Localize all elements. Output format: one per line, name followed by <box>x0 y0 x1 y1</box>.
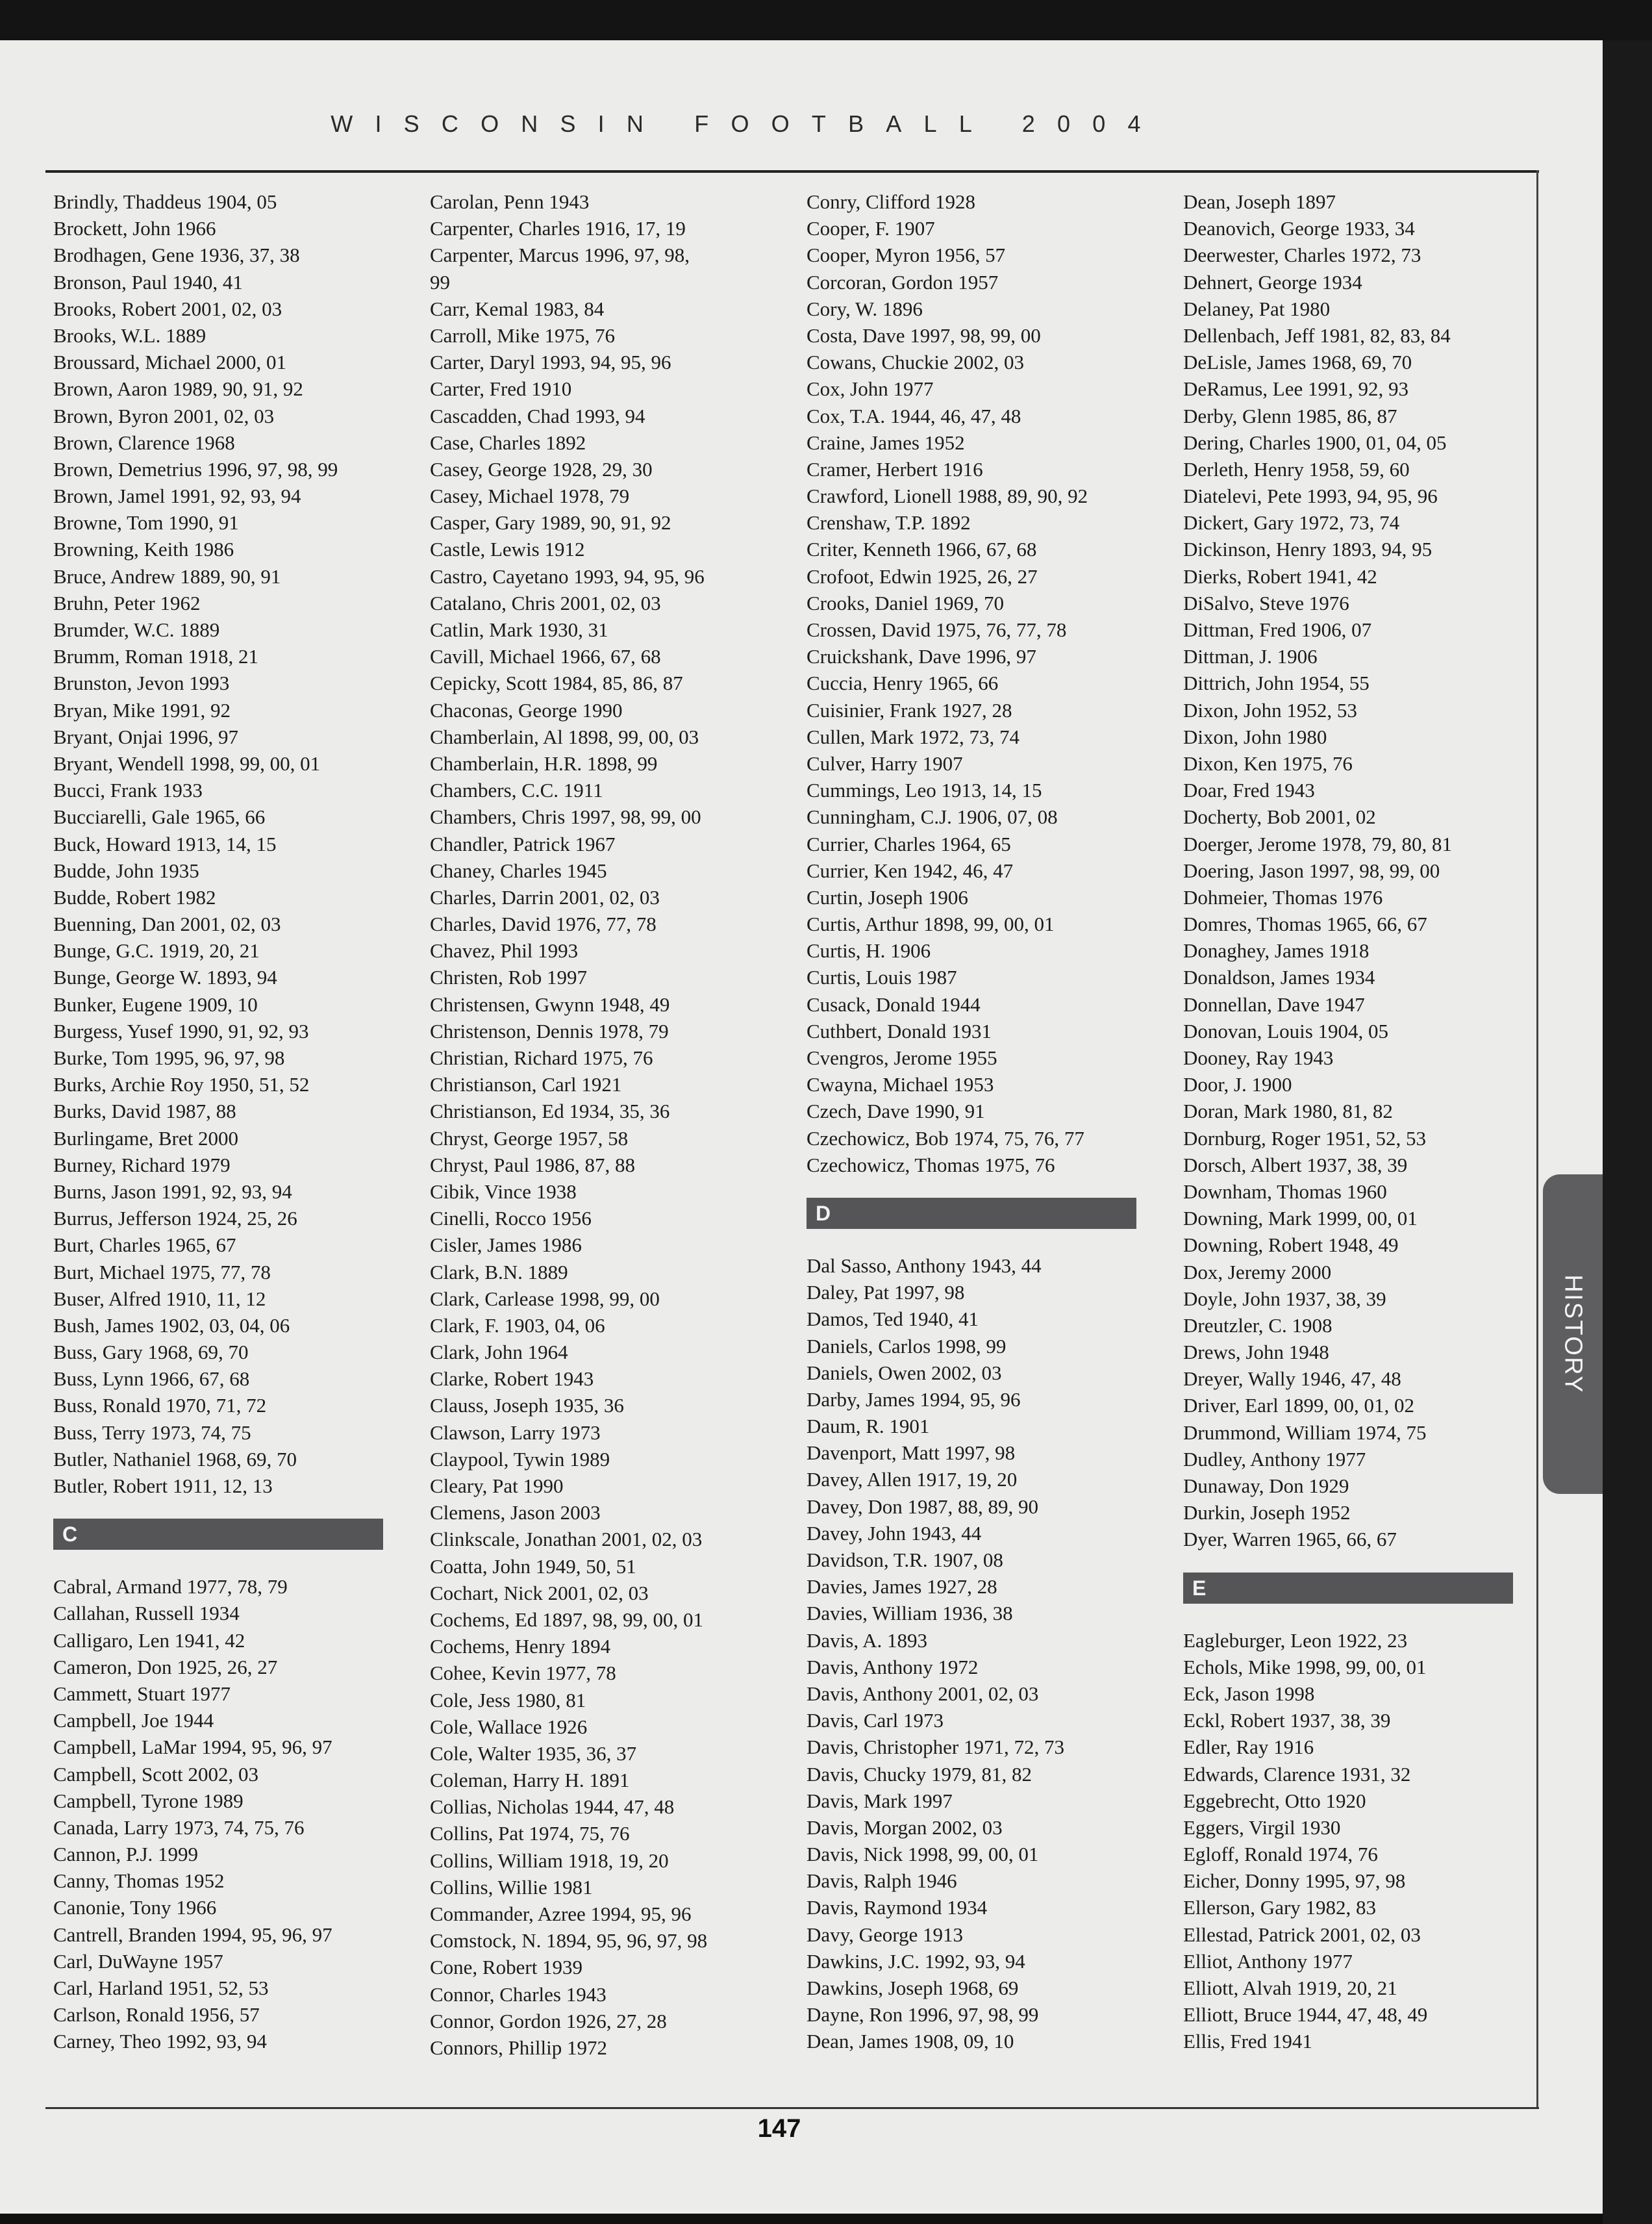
roster-entry: Chaconas, George 1990 <box>430 698 623 722</box>
roster-entry: Chamberlain, Al 1898, 99, 00, 03 <box>430 725 699 748</box>
roster-entry: Clinkscale, Jonathan 2001, 02, 03 <box>430 1528 703 1551</box>
roster-entry: Buss, Lynn 1966, 67, 68 <box>53 1367 250 1391</box>
roster-entry: Donovan, Louis 1904, 05 <box>1183 1019 1389 1042</box>
roster-entry: Brown, Clarence 1968 <box>53 431 235 454</box>
roster-entry: Davis, Chucky 1979, 81, 82 <box>807 1762 1032 1786</box>
roster-list <box>53 1573 404 2054</box>
roster-entry: Commander, Azree 1994, 95, 96 <box>430 1902 692 1925</box>
roster-entry: Eagleburger, Leon 1922, 23 <box>1183 1628 1408 1652</box>
roster-entry: Chavez, Phil 1993 <box>430 939 579 963</box>
roster-entry: Echols, Mike 1998, 99, 00, 01 <box>1183 1655 1427 1678</box>
roster-entry: Driver, Earl 1899, 00, 01, 02 <box>1183 1394 1415 1417</box>
roster-entry: Cunningham, C.J. 1906, 07, 08 <box>807 805 1058 829</box>
roster-entry: DiSalvo, Steve 1976 <box>1183 591 1349 614</box>
roster-entry: Eggebrecht, Otto 1920 <box>1183 1789 1366 1812</box>
roster-entry: Broussard, Michael 2000, 01 <box>53 351 287 374</box>
roster-entry: Chaney, Charles 1945 <box>430 859 607 882</box>
roster-entry: Dickinson, Henry 1893, 94, 95 <box>1183 538 1433 561</box>
roster-entry: Czechowicz, Bob 1974, 75, 76, 77 <box>807 1126 1084 1150</box>
roster-entry: Diatelevi, Pete 1993, 94, 95, 96 <box>1183 485 1438 508</box>
roster-entry: Daniels, Owen 2002, 03 <box>807 1361 1002 1384</box>
running-header: WISCONSIN FOOTBALL 2004 <box>331 110 1163 137</box>
roster-entry: Cowans, Chuckie 2002, 03 <box>807 351 1024 374</box>
roster-entry: Cuthbert, Donald 1931 <box>807 1019 992 1042</box>
roster-entry: Clemens, Jason 2003 <box>430 1501 601 1524</box>
roster-entry: Crenshaw, T.P. 1892 <box>807 511 971 535</box>
roster-entry: Davies, William 1936, 38 <box>807 1602 1013 1625</box>
roster-entry: Coleman, Harry H. 1891 <box>430 1769 630 1792</box>
roster-entry: Daley, Pat 1997, 98 <box>807 1281 965 1304</box>
roster-entry: Cwayna, Michael 1953 <box>807 1073 994 1096</box>
roster-entry: Eck, Jason 1998 <box>1183 1682 1315 1705</box>
roster-entry: Crooks, Daniel 1969, 70 <box>807 591 1004 614</box>
roster-entry: Brown, Demetrius 1996, 97, 98, 99 <box>53 457 338 481</box>
roster-entry: Collias, Nicholas 1944, 47, 48 <box>430 1795 675 1819</box>
roster-entry: Dixon, Ken 1975, 76 <box>1183 752 1353 775</box>
roster-entry: Cramer, Herbert 1916 <box>807 457 983 481</box>
roster-entry: Burks, Archie Roy 1950, 51, 52 <box>53 1073 310 1096</box>
roster-entry: Connors, Phillip 1972 <box>430 2036 608 2059</box>
roster-entry: Davey, Don 1987, 88, 89, 90 <box>807 1495 1039 1518</box>
roster-entry: Carney, Theo 1992, 93, 94 <box>53 2030 267 2053</box>
scan-right-border <box>1603 40 1652 2224</box>
roster-entry: Dal Sasso, Anthony 1943, 44 <box>807 1254 1042 1277</box>
roster-entry: Cummings, Leo 1913, 14, 15 <box>807 779 1042 802</box>
roster-column-3 <box>807 188 1157 2055</box>
roster-entry: Bucciarelli, Gale 1965, 66 <box>53 805 266 829</box>
roster-entry: Browne, Tom 1990, 91 <box>53 511 239 535</box>
roster-entry: Catalano, Chris 2001, 02, 03 <box>430 591 661 614</box>
roster-entry: Downham, Thomas 1960 <box>1183 1180 1387 1203</box>
roster-entry: Daniels, Carlos 1998, 99 <box>807 1334 1007 1358</box>
roster-entry: Davis, Raymond 1934 <box>807 1896 988 1919</box>
roster-entry: Chandler, Patrick 1967 <box>430 832 616 855</box>
roster-entry: Dawkins, Joseph 1968, 69 <box>807 1977 1019 1999</box>
roster-entry: Bush, James 1902, 03, 04, 06 <box>53 1313 290 1337</box>
roster-entry: Canny, Thomas 1952 <box>53 1869 225 1893</box>
roster-entry: Connor, Gordon 1926, 27, 28 <box>430 2009 667 2032</box>
roster-entry: Drews, John 1948 <box>1183 1341 1329 1364</box>
roster-entry: Carter, Daryl 1993, 94, 95, 96 <box>430 351 671 374</box>
roster-entry: Brumm, Roman 1918, 21 <box>53 645 259 668</box>
roster-entry: Dunaway, Don 1929 <box>1183 1474 1349 1497</box>
roster-entry: Cole, Jess 1980, 81 <box>430 1688 586 1712</box>
roster-entry: Brown, Byron 2001, 02, 03 <box>53 404 275 427</box>
roster-entry: Carr, Kemal 1983, 84 <box>430 297 605 320</box>
roster-entry: Burt, Charles 1965, 67 <box>53 1233 236 1257</box>
roster-entry: Cuccia, Henry 1965, 66 <box>807 672 999 695</box>
roster-entry: Campbell, Joe 1944 <box>53 1709 214 1732</box>
roster-entry: Durkin, Joseph 1952 <box>1183 1501 1351 1524</box>
roster-entry: Buss, Gary 1968, 69, 70 <box>53 1341 249 1364</box>
roster-entry: Bucci, Frank 1933 <box>53 779 203 802</box>
roster-entry: Dreutzler, C. 1908 <box>1183 1313 1333 1337</box>
roster-entry: Daum, R. 1901 <box>807 1415 930 1438</box>
roster-entry: Burt, Michael 1975, 77, 78 <box>53 1260 271 1283</box>
roster-entry: Corcoran, Gordon 1957 <box>807 270 999 294</box>
roster-entry: Cinelli, Rocco 1956 <box>430 1207 592 1230</box>
roster-entry: Crawford, Lionell 1988, 89, 90, 92 <box>807 485 1088 508</box>
roster-column-4 <box>1183 188 1534 2055</box>
roster-entry: Cullen, Mark 1972, 73, 74 <box>807 725 1020 748</box>
roster-entry: Chambers, C.C. 1911 <box>430 779 603 802</box>
roster-entry: Campbell, Scott 2002, 03 <box>53 1762 259 1786</box>
roster-entry: Dixon, John 1952, 53 <box>1183 698 1357 722</box>
roster-entry: Comstock, N. 1894, 95, 96, 97, 98 <box>430 1929 708 1952</box>
roster-entry: Davis, Anthony 2001, 02, 03 <box>807 1682 1039 1705</box>
roster-entry: Clauss, Joseph 1935, 36 <box>430 1394 624 1417</box>
roster-entry: Burney, Richard 1979 <box>53 1153 231 1176</box>
roster-entry: Brown, Jamel 1991, 92, 93, 94 <box>53 485 301 508</box>
roster-entry: Chryst, George 1957, 58 <box>430 1126 629 1150</box>
roster-entry: Buck, Howard 1913, 14, 15 <box>53 832 277 855</box>
roster-entry: Brockett, John 1966 <box>53 217 216 240</box>
roster-entry: 99 <box>430 270 450 294</box>
roster-entry: Dornburg, Roger 1951, 52, 53 <box>1183 1126 1426 1150</box>
roster-entry: Criter, Kenneth 1966, 67, 68 <box>807 538 1037 561</box>
roster-entry: Czechowicz, Thomas 1975, 76 <box>807 1153 1055 1176</box>
roster-entry: Burgess, Yusef 1990, 91, 92, 93 <box>53 1019 309 1042</box>
roster-entry: Butler, Nathaniel 1968, 69, 70 <box>53 1447 297 1471</box>
roster-entry: Cole, Wallace 1926 <box>430 1715 588 1738</box>
roster-entry: Brooks, W.L. 1889 <box>53 323 206 347</box>
roster-entry: Dickert, Gary 1972, 73, 74 <box>1183 511 1400 535</box>
roster-entry: Chryst, Paul 1986, 87, 88 <box>430 1153 636 1176</box>
roster-entry: Carter, Fred 1910 <box>430 377 572 401</box>
roster-entry: Costa, Dave 1997, 98, 99, 00 <box>807 323 1041 347</box>
roster-entry: Bruhn, Peter 1962 <box>53 591 201 614</box>
roster-entry: Crofoot, Edwin 1925, 26, 27 <box>807 564 1038 588</box>
roster-entry: Curtin, Joseph 1906 <box>807 885 968 909</box>
roster-entry: Delaney, Pat 1980 <box>1183 297 1331 320</box>
roster-entry: Doyle, John 1937, 38, 39 <box>1183 1287 1386 1310</box>
roster-entry: Dixon, John 1980 <box>1183 725 1327 748</box>
roster-entry: Castro, Cayetano 1993, 94, 95, 96 <box>430 564 705 588</box>
roster-entry: Dittman, Fred 1906, 07 <box>1183 618 1372 641</box>
roster-entry: Davy, George 1913 <box>807 1923 964 1946</box>
section-tab-label: HISTORY <box>1559 1274 1587 1394</box>
roster-entry: Davis, Christopher 1971, 72, 73 <box>807 1736 1064 1759</box>
roster-entry: Dox, Jeremy 2000 <box>1183 1260 1332 1283</box>
roster-entry: Derby, Glenn 1985, 86, 87 <box>1183 404 1397 427</box>
roster-entry: Dierks, Robert 1941, 42 <box>1183 564 1377 588</box>
roster-entry: Carl, DuWayne 1957 <box>53 1949 223 1973</box>
roster-entry: Conry, Clifford 1928 <box>807 190 976 213</box>
roster-entry: Czech, Dave 1990, 91 <box>807 1100 985 1123</box>
roster-entry: Dyer, Warren 1965, 66, 67 <box>1183 1528 1397 1551</box>
roster-entry: Dorsch, Albert 1937, 38, 39 <box>1183 1153 1408 1176</box>
roster-entry: Bryant, Onjai 1996, 97 <box>53 725 238 748</box>
roster-entry: Dohmeier, Thomas 1976 <box>1183 885 1383 909</box>
roster-entry: Cepicky, Scott 1984, 85, 86, 87 <box>430 672 683 695</box>
roster-entry: Buss, Ronald 1970, 71, 72 <box>53 1394 267 1417</box>
roster-entry: Davis, Nick 1998, 99, 00, 01 <box>807 1843 1039 1866</box>
roster-entry: Carl, Harland 1951, 52, 53 <box>53 1977 269 1999</box>
roster-entry: Cone, Robert 1939 <box>430 1956 583 1979</box>
roster-entry: Dean, Joseph 1897 <box>1183 190 1336 213</box>
roster-entry: Davis, Ralph 1946 <box>807 1869 957 1893</box>
roster-entry: Collins, William 1918, 19, 20 <box>430 1849 669 1872</box>
roster-entry: Dean, James 1908, 09, 10 <box>807 2030 1014 2053</box>
section-letter-heading: D <box>807 1198 1136 1229</box>
roster-entry: Chamberlain, H.R. 1898, 99 <box>430 752 658 775</box>
roster-entry: Campbell, LaMar 1994, 95, 96, 97 <box>53 1736 332 1759</box>
roster-entry: Christianson, Carl 1921 <box>430 1073 622 1096</box>
roster-entry: Downing, Robert 1948, 49 <box>1183 1233 1399 1257</box>
roster-entry: Charles, Darrin 2001, 02, 03 <box>430 885 660 909</box>
roster-entry: Curtis, Louis 1987 <box>807 966 957 989</box>
roster-entry: Brown, Aaron 1989, 90, 91, 92 <box>53 377 303 401</box>
roster-entry: Donaghey, James 1918 <box>1183 939 1370 963</box>
roster-entry: Davies, James 1927, 28 <box>807 1575 997 1598</box>
roster-entry: Donaldson, James 1934 <box>1183 966 1375 989</box>
scan-top-border <box>0 0 1652 40</box>
roster-entry: Castle, Lewis 1912 <box>430 538 585 561</box>
roster-entry: Cochart, Nick 2001, 02, 03 <box>430 1581 649 1604</box>
roster-entry: Cooper, Myron 1956, 57 <box>807 244 1006 267</box>
roster-entry: Bronson, Paul 1940, 41 <box>53 270 243 294</box>
section-tab-history <box>1543 1174 1603 1494</box>
page-number: 147 <box>757 2114 801 2143</box>
roster-list <box>1183 1627 1534 2055</box>
roster-entry: Downing, Mark 1999, 00, 01 <box>1183 1207 1418 1230</box>
section-letter-heading: C <box>53 1519 383 1550</box>
roster-entry: Eckl, Robert 1937, 38, 39 <box>1183 1709 1391 1732</box>
roster-entry: Ellestad, Patrick 2001, 02, 03 <box>1183 1923 1421 1946</box>
roster-entry: Donnellan, Dave 1947 <box>1183 992 1365 1016</box>
roster-entry: Doering, Jason 1997, 98, 99, 00 <box>1183 859 1440 882</box>
roster-entry: Buser, Alfred 1910, 11, 12 <box>53 1287 266 1310</box>
roster-entry: Damos, Ted 1940, 41 <box>807 1308 979 1331</box>
roster-column-2 <box>430 188 781 2061</box>
roster-entry: Cantrell, Branden 1994, 95, 96, 97 <box>53 1923 332 1946</box>
roster-entry: Cisler, James 1986 <box>430 1233 582 1257</box>
roster-entry: Cibik, Vince 1938 <box>430 1180 577 1203</box>
roster-entry: Cuisinier, Frank 1927, 28 <box>807 698 1012 722</box>
roster-entry: Clarke, Robert 1943 <box>430 1367 594 1391</box>
roster-entry: Christensen, Gwynn 1948, 49 <box>430 992 670 1016</box>
roster-entry: Campbell, Tyrone 1989 <box>53 1789 244 1812</box>
roster-entry: Canonie, Tony 1966 <box>53 1896 217 1919</box>
roster-entry: Davis, Mark 1997 <box>807 1789 953 1812</box>
roster-entry: Ellerson, Gary 1982, 83 <box>1183 1896 1377 1919</box>
roster-entry: Callahan, Russell 1934 <box>53 1602 240 1625</box>
roster-entry: Eggers, Virgil 1930 <box>1183 1815 1341 1839</box>
right-rule <box>1536 170 1538 2108</box>
roster-entry: Casper, Gary 1989, 90, 91, 92 <box>430 511 671 535</box>
roster-entry: Cleary, Pat 1990 <box>430 1474 564 1497</box>
roster-entry: Dellenbach, Jeff 1981, 82, 83, 84 <box>1183 323 1451 347</box>
roster-entry: Edler, Ray 1916 <box>1183 1736 1314 1759</box>
roster-entry: Cooper, F. 1907 <box>807 217 935 240</box>
roster-entry: Doerger, Jerome 1978, 79, 80, 81 <box>1183 832 1453 855</box>
roster-entry: Davenport, Matt 1997, 98 <box>807 1441 1016 1465</box>
roster-entry: Carlson, Ronald 1956, 57 <box>53 2003 260 2027</box>
roster-entry: Brodhagen, Gene 1936, 37, 38 <box>53 244 300 267</box>
roster-entry: Egloff, Ronald 1974, 76 <box>1183 1843 1378 1866</box>
roster-entry: Docherty, Bob 2001, 02 <box>1183 805 1376 829</box>
roster-entry: Elliott, Bruce 1944, 47, 48, 49 <box>1183 2003 1428 2027</box>
roster-entry: Derleth, Henry 1958, 59, 60 <box>1183 457 1410 481</box>
roster-entry: Cohee, Kevin 1977, 78 <box>430 1662 616 1685</box>
roster-entry: Dayne, Ron 1996, 97, 98, 99 <box>807 2003 1039 2027</box>
roster-entry: Davey, Allen 1917, 19, 20 <box>807 1468 1018 1491</box>
roster-entry: Curtis, H. 1906 <box>807 939 931 963</box>
roster-entry: Deanovich, George 1933, 34 <box>1183 217 1415 240</box>
roster-list <box>1183 188 1534 1553</box>
roster-entry: Door, J. 1900 <box>1183 1073 1292 1096</box>
roster-entry: Casey, George 1928, 29, 30 <box>430 457 653 481</box>
roster-entry: Christen, Rob 1997 <box>430 966 587 989</box>
roster-entry: Clark, Carlease 1998, 99, 00 <box>430 1287 660 1310</box>
roster-list <box>807 1252 1157 2055</box>
roster-list <box>807 188 1157 1178</box>
roster-entry: Carolan, Penn 1943 <box>430 190 590 213</box>
roster-entry: Doran, Mark 1980, 81, 82 <box>1183 1100 1393 1123</box>
roster-entry: Case, Charles 1892 <box>430 431 586 454</box>
roster-entry: Elliott, Alvah 1919, 20, 21 <box>1183 1977 1397 1999</box>
roster-entry: Cochems, Henry 1894 <box>430 1635 611 1658</box>
roster-entry: Cammett, Stuart 1977 <box>53 1682 231 1705</box>
roster-entry: Clark, B.N. 1889 <box>430 1260 568 1283</box>
roster-entry: Collins, Pat 1974, 75, 76 <box>430 1822 630 1845</box>
roster-entry: Budde, John 1935 <box>53 859 199 882</box>
roster-entry: Burlingame, Bret 2000 <box>53 1126 238 1150</box>
roster-entry: Davey, John 1943, 44 <box>807 1521 982 1545</box>
roster-entry: Collins, Willie 1981 <box>430 1875 593 1899</box>
roster-entry: Brooks, Robert 2001, 02, 03 <box>53 297 282 320</box>
roster-list <box>53 188 404 1499</box>
roster-entry: Christianson, Ed 1934, 35, 36 <box>430 1100 670 1123</box>
roster-entry: Davis, A. 1893 <box>807 1628 927 1652</box>
roster-entry: DeRamus, Lee 1991, 92, 93 <box>1183 377 1408 401</box>
roster-entry: Christian, Richard 1975, 76 <box>430 1046 653 1069</box>
roster-entry: Brumder, W.C. 1889 <box>53 618 220 641</box>
roster-entry: Cusack, Donald 1944 <box>807 992 981 1016</box>
roster-entry: Cascadden, Chad 1993, 94 <box>430 404 645 427</box>
roster-entry: Davis, Anthony 1972 <box>807 1655 979 1678</box>
roster-entry: Cvengros, Jerome 1955 <box>807 1046 997 1069</box>
roster-entry: Bryant, Wendell 1998, 99, 00, 01 <box>53 752 321 775</box>
roster-entry: Cox, John 1977 <box>807 377 934 401</box>
roster-entry: Charles, David 1976, 77, 78 <box>430 913 657 936</box>
section-letter-heading: E <box>1183 1573 1513 1604</box>
roster-entry: Browning, Keith 1986 <box>53 538 234 561</box>
roster-entry: Brunston, Jevon 1993 <box>53 672 230 695</box>
roster-entry: Crossen, David 1975, 76, 77, 78 <box>807 618 1067 641</box>
roster-entry: Clark, John 1964 <box>430 1341 568 1364</box>
roster-entry: Davis, Carl 1973 <box>807 1709 944 1732</box>
footer-rule <box>45 2107 1539 2109</box>
roster-entry: Canada, Larry 1973, 74, 75, 76 <box>53 1815 305 1839</box>
roster-entry: Casey, Michael 1978, 79 <box>430 485 630 508</box>
roster-entry: Butler, Robert 1911, 12, 13 <box>53 1474 273 1497</box>
roster-entry: Clawson, Larry 1973 <box>430 1421 601 1444</box>
roster-entry: Chambers, Chris 1997, 98, 99, 00 <box>430 805 701 829</box>
roster-entry: Doar, Fred 1943 <box>1183 779 1315 802</box>
roster-entry: DeLisle, James 1968, 69, 70 <box>1183 351 1412 374</box>
roster-entry: Cory, W. 1896 <box>807 297 923 320</box>
roster-entry: Dering, Charles 1900, 01, 04, 05 <box>1183 431 1447 454</box>
roster-entry: Calligaro, Len 1941, 42 <box>53 1628 245 1652</box>
roster-column-1 <box>53 188 404 2055</box>
roster-entry: Darby, James 1994, 95, 96 <box>807 1387 1021 1411</box>
roster-entry: Elliot, Anthony 1977 <box>1183 1949 1353 1973</box>
roster-entry: Edwards, Clarence 1931, 32 <box>1183 1762 1411 1786</box>
roster-entry: Bruce, Andrew 1889, 90, 91 <box>53 564 281 588</box>
roster-entry: Bryan, Mike 1991, 92 <box>53 698 231 722</box>
roster-entry: Burke, Tom 1995, 96, 97, 98 <box>53 1046 285 1069</box>
roster-entry: Bunker, Eugene 1909, 10 <box>53 992 258 1016</box>
roster-entry: Currier, Ken 1942, 46, 47 <box>807 859 1014 882</box>
roster-entry: Cruickshank, Dave 1996, 97 <box>807 645 1036 668</box>
roster-entry: Coatta, John 1949, 50, 51 <box>430 1554 636 1578</box>
roster-entry: Buss, Terry 1973, 74, 75 <box>53 1421 251 1444</box>
roster-entry: Craine, James 1952 <box>807 431 965 454</box>
roster-entry: Bunge, George W. 1893, 94 <box>53 966 277 989</box>
roster-entry: Buenning, Dan 2001, 02, 03 <box>53 913 281 936</box>
roster-list <box>430 188 781 2061</box>
roster-entry: Dehnert, George 1934 <box>1183 270 1362 294</box>
roster-entry: Dittrich, John 1954, 55 <box>1183 672 1370 695</box>
roster-entry: Cole, Walter 1935, 36, 37 <box>430 1741 637 1765</box>
roster-entry: Dittman, J. 1906 <box>1183 645 1318 668</box>
roster-entry: Ellis, Fred 1941 <box>1183 2030 1312 2053</box>
roster-entry: Catlin, Mark 1930, 31 <box>430 618 608 641</box>
roster-entry: Connor, Charles 1943 <box>430 1982 607 2006</box>
roster-entry: Davis, Morgan 2002, 03 <box>807 1815 1003 1839</box>
roster-entry: Deerwester, Charles 1972, 73 <box>1183 244 1421 267</box>
roster-entry: Dreyer, Wally 1946, 47, 48 <box>1183 1367 1401 1391</box>
roster-entry: Christenson, Dennis 1978, 79 <box>430 1019 669 1042</box>
roster-entry: Clark, F. 1903, 04, 06 <box>430 1313 605 1337</box>
roster-entry: Cochems, Ed 1897, 98, 99, 00, 01 <box>430 1608 704 1631</box>
roster-entry: Carpenter, Marcus 1996, 97, 98, <box>430 244 690 267</box>
roster-entry: Culver, Harry 1907 <box>807 752 963 775</box>
roster-entry: Eicher, Donny 1995, 97, 98 <box>1183 1869 1406 1893</box>
roster-entry: Cavill, Michael 1966, 67, 68 <box>430 645 661 668</box>
roster-entry: Currier, Charles 1964, 65 <box>807 832 1011 855</box>
roster-entry: Carroll, Mike 1975, 76 <box>430 323 615 347</box>
roster-entry: Dawkins, J.C. 1992, 93, 94 <box>807 1949 1025 1973</box>
roster-entry: Dudley, Anthony 1977 <box>1183 1447 1366 1471</box>
roster-entry: Brindly, Thaddeus 1904, 05 <box>53 190 277 213</box>
roster-entry: Drummond, William 1974, 75 <box>1183 1421 1427 1444</box>
roster-entry: Burns, Jason 1991, 92, 93, 94 <box>53 1180 292 1203</box>
roster-entry: Bunge, G.C. 1919, 20, 21 <box>53 939 260 963</box>
roster-entry: Burks, David 1987, 88 <box>53 1100 236 1123</box>
roster-entry: Cameron, Don 1925, 26, 27 <box>53 1655 278 1678</box>
roster-entry: Domres, Thomas 1965, 66, 67 <box>1183 913 1427 936</box>
roster-entry: Dooney, Ray 1943 <box>1183 1046 1334 1069</box>
roster-entry: Curtis, Arthur 1898, 99, 00, 01 <box>807 913 1055 936</box>
roster-entry: Carpenter, Charles 1916, 17, 19 <box>430 217 686 240</box>
roster-entry: Davidson, T.R. 1907, 08 <box>807 1548 1003 1571</box>
roster-entry: Burrus, Jefferson 1924, 25, 26 <box>53 1207 297 1230</box>
header-rule <box>45 170 1539 173</box>
roster-entry: Cannon, P.J. 1999 <box>53 1843 199 1866</box>
roster-entry: Claypool, Tywin 1989 <box>430 1447 610 1471</box>
roster-entry: Cox, T.A. 1944, 46, 47, 48 <box>807 404 1021 427</box>
roster-entry: Cabral, Armand 1977, 78, 79 <box>53 1575 288 1598</box>
roster-entry: Budde, Robert 1982 <box>53 885 216 909</box>
